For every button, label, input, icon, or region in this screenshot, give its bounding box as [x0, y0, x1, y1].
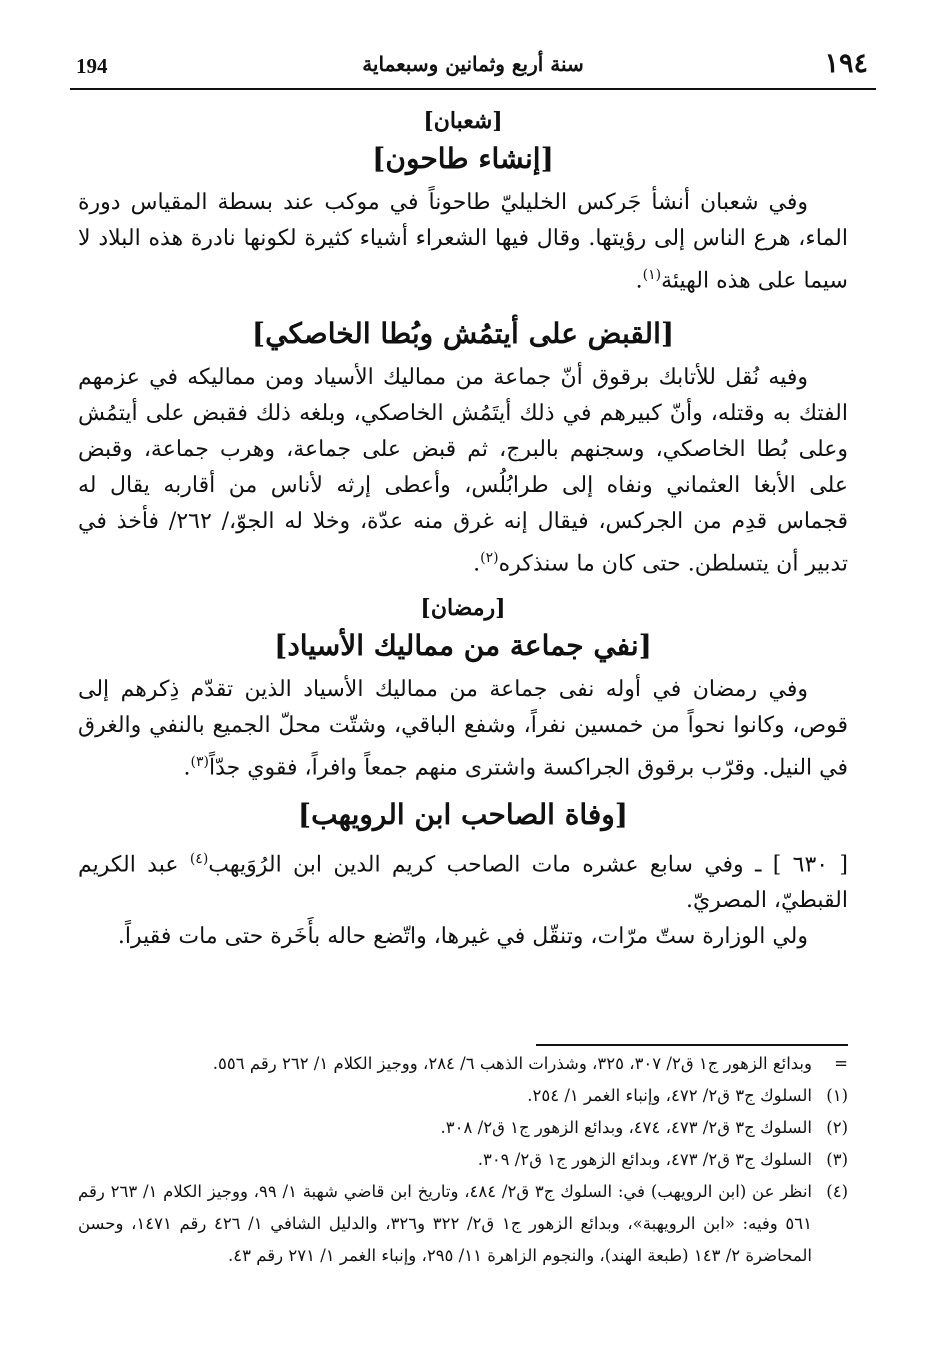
footnote-item: (٢) السلوك ج٣ ق٢/ ٤٧٣، ٤٧٤، وبدائع الزهور ج١ ق٢/ ٣٠٨.: [440, 1118, 848, 1137]
footnote-item: = وبدائع الزهور ج١ ق٢/ ٣٠٧، ٣٢٥، وشذرات الذهب ٦/ ٢٨٤، ووجيز الكلام ١/ ٢٦٢ رقم ٥٥٦.: [212, 1054, 848, 1073]
footnote-item: (٤) انظر عن (ابن الرويهب) في: السلوك ج٣ ق٢/ ٤٨٤، وتاريخ ابن قاضي شهبة ١/ ٩٩، ووجيز الكلام ١/ ٢٦٣ رقم ٥٦١ وفيه: «ابن الرويهبة»، وبدائع الزهور ج١ ق٢/ ٣٢٢ و٣٢٦، والدليل الشافي ١/ ٤٢٦ رقم ١٤٧١، وحسن المحاضرة ٢/ ١٤٣ (طبعة الهند)، والنجوم الزاهرة ١١/ ٢٩٥، وإنباء الغمر ١/ ٢٧١ رقم ٤٣.: [78, 1182, 848, 1265]
footnote-divider: [536, 1044, 848, 1046]
footnote-ref-4[interactable]: (٤): [189, 850, 209, 867]
paragraph-exile: وفي رمضان في أوله نفى جماعة من مماليك الأسياد الذين تقدّم ذِكرهم إلى قوص، وكانوا نحواً من خمسين نفراً، وشفع الباقي، وشتّت محلّ الجميع بالنفي والغرق في النيل. وقرّب برقوق الجراكسة واشترى منهم جمعاً وافراً، فقوي جدّاً$^{(٣)}$.: [78, 676, 848, 780]
heading-exile: [نفي جماعة من مماليك الأسياد]: [274, 628, 652, 662]
footnotes: [78, 1048, 848, 1272]
month-heading-shaban: [شعبان]: [423, 108, 503, 134]
entry-number: [ ٦٣٠ ]: [772, 852, 849, 878]
page-number-latin: 194: [76, 54, 108, 78]
footnote-ref-2[interactable]: (٢): [480, 550, 499, 567]
paragraph-death: [ ٦٣٠ ] ـ وفي سابع عشره مات الصاحب كريم الدين ابن الرُوَيهب$^{(٤)}$ عبد الكريم القبطيّ، المصريّ.: [78, 850, 849, 914]
heading-arrest: [القبض على أيتمُش وبُطا الخاصكي]: [251, 317, 675, 351]
heading-death: [وفاة الصاحب ابن الرويهب]: [297, 797, 629, 831]
footnote-item: (٣) السلوك ج٣ ق٢/ ٤٧٣، وبدائع الزهور ج١ ق٢/ ٣٠٩.: [477, 1150, 848, 1169]
page-number-arabic: ١٩٤: [824, 48, 868, 79]
paragraph-arrest: وفيه نُقل للأتابك برقوق أنّ جماعة من مماليك الأسياد ومن مماليكه في عزمهم الفتك به وقتله، وأنّ كبيرهم في ذلك أيتَمُش الخاصكي، وبلغه ذلك فقبض على أيتمُش وعلى بُطا الخاصكي، وسجنهم بالبرج، ثم قبض على جماعة، وهرب جماعة، وقبض على الأبغا العثماني ونفاه إلى طرابُلُس، وأعطى إرثه لأناس من أقاربه يقال له قجماس قدِم من الجركس، فيقال إنه غرق منه عدّة، وخلا له الجوّ،/ ٢٦٢/ فأخذ في تدبير أن يتسلطن. حتى كان ما سنذكره$^{(٢)}$.: [78, 365, 849, 577]
main-text: [78, 104, 848, 955]
running-title: سنة أربع وثمانين وسبعماية: [362, 52, 584, 76]
footnote-ref-1[interactable]: (١): [642, 267, 662, 283]
heading-mill-construction: [إنشاء طاحون]: [372, 142, 554, 175]
footnote-ref-3[interactable]: (٣): [190, 753, 209, 770]
paragraph-vizier: ولي الوزارة ستّ مرّات، وتنقّل في غيرها، واتّضع حاله بأَخَرة حتى مات فقيراً.: [117, 924, 808, 950]
page-header: [70, 44, 876, 90]
month-heading-ramadan: [رمضان]: [420, 594, 506, 621]
footnote-item: (١) السلوك ج٣ ق٢/ ٤٧٢، وإنباء الغمر ١/ ٢٥٤.: [527, 1086, 848, 1105]
paragraph-mill: وفي شعبان أنشأ جَركس الخليليّ طاحوناً في موكب عند بسطة المقياس دورة الماء، هرع الناس إلى رؤيتها. وقال فيها الشعراء أشياء كثيرة لكونها نادرة هذه البلاد لا سيما على هذه الهيئة$^{(١)}$.: [78, 190, 848, 294]
